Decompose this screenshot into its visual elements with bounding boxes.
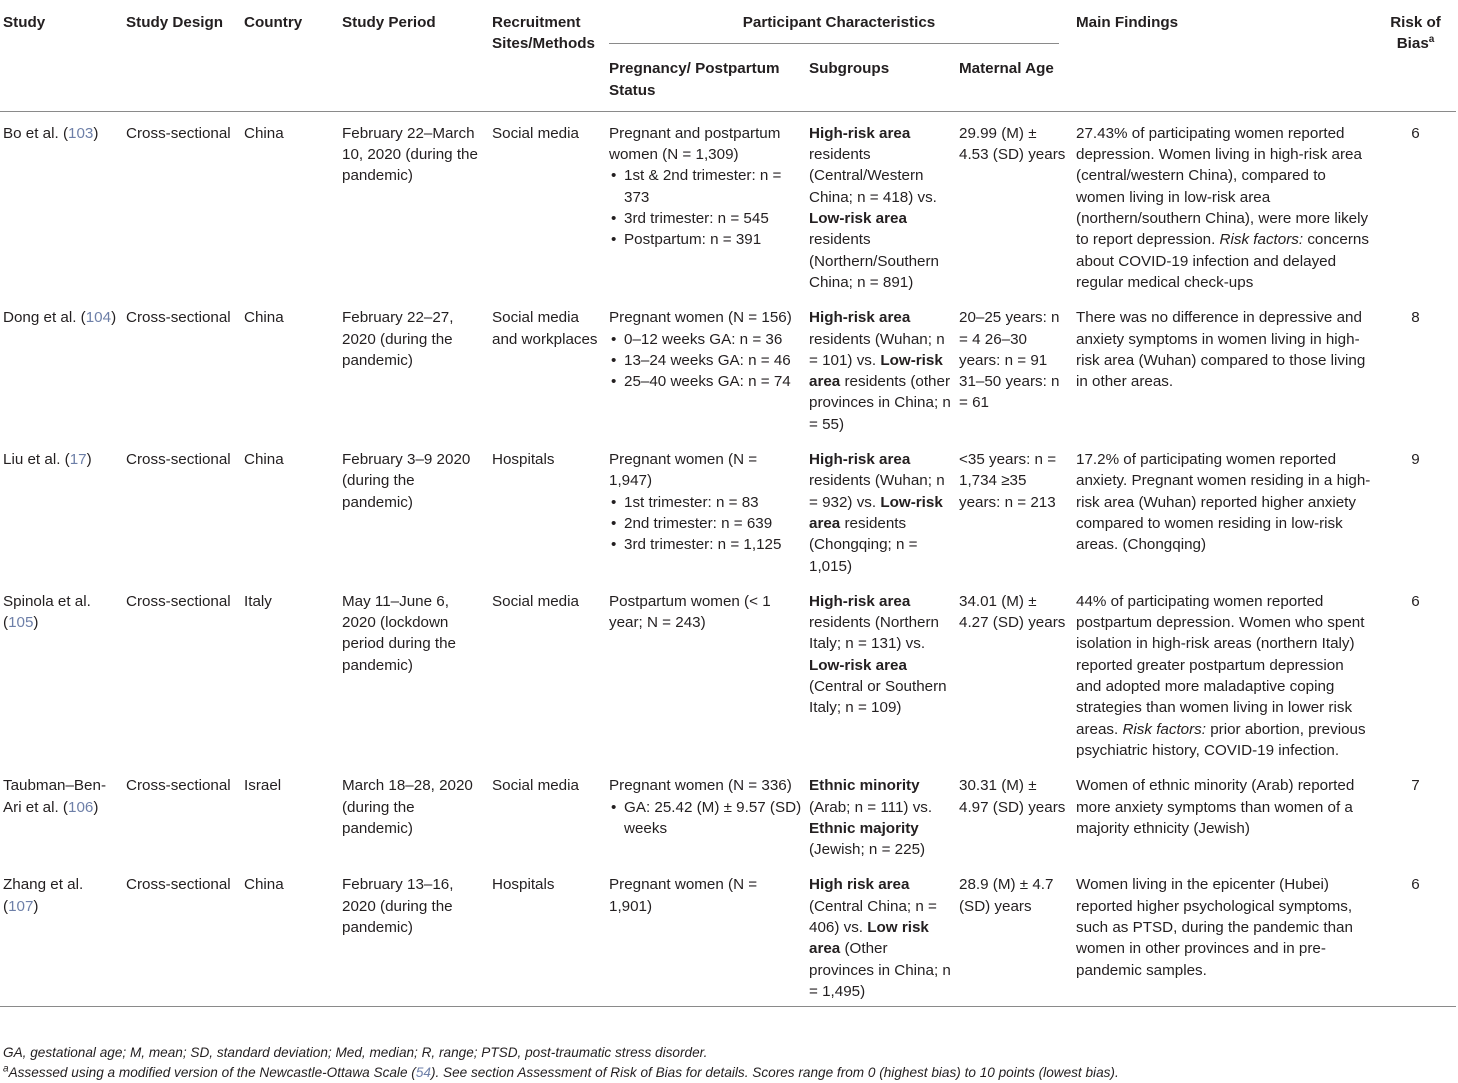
cell-findings xyxy=(1073,111,1376,297)
header-period: Study Period xyxy=(339,0,489,111)
status-list xyxy=(609,797,802,840)
status-item: • GA: 25.42 (M) ± 9.57 (SD) weeks xyxy=(609,797,802,840)
header-participant xyxy=(606,0,1073,50)
study-period: March 18–28, 2020 (during the pandemic) xyxy=(342,777,473,837)
cell-design xyxy=(123,864,241,1006)
footnote-a-ref[interactable]: 54 xyxy=(415,1065,431,1080)
cell-subgroups xyxy=(806,864,956,1006)
cell-status xyxy=(606,111,806,297)
subgroup-b-text: residents (other provinces in China; n = 55) xyxy=(809,373,951,433)
study-period: February 3–9 2020 (during the pandemic) xyxy=(342,451,471,511)
status-item: • 13–24 weeks GA: n = 46 xyxy=(609,350,802,371)
subgroup-a-label: High-risk area xyxy=(809,451,911,469)
subgroup-a-text: residents (Central/Western China; n = 418) vs. xyxy=(809,146,937,206)
status-intro: Pregnant women (N = 336) xyxy=(609,777,792,795)
status-intro: Postpartum women (< 1 year; N = 243) xyxy=(609,592,771,632)
cell-study xyxy=(0,765,123,864)
cell-design xyxy=(123,297,241,439)
subgroup-b-label: Low-risk area xyxy=(809,351,943,391)
study-design: Cross-sectional xyxy=(126,309,231,327)
cell-bias xyxy=(1376,297,1456,439)
study-name-end: ) xyxy=(93,798,99,816)
status-item: • Postpartum: n = 391 xyxy=(609,229,802,250)
findings-risk-label: Risk factors: xyxy=(1122,720,1206,738)
subgroup-b-text: (Central or Southern Italy; n = 109) xyxy=(809,678,947,717)
study-period: February 22–March 10, 2020 (during the pandemic) xyxy=(342,124,478,185)
cell-period xyxy=(339,581,489,765)
footnote-a xyxy=(3,1063,1453,1083)
subgroup-a-label: High-risk area xyxy=(809,309,911,327)
cell-country xyxy=(241,765,339,864)
recruitment-method: Social media xyxy=(492,124,579,142)
table-row xyxy=(0,297,1456,439)
cell-subgroups xyxy=(806,765,956,864)
cell-country xyxy=(241,439,339,581)
cell-recruitment xyxy=(489,765,606,864)
study-name: Spinola et al. ( xyxy=(3,592,91,632)
cell-study xyxy=(0,111,123,297)
status-item: • 1st & 2nd trimester: n = 373 xyxy=(609,165,802,208)
maternal-age: 28.9 (M) ± 4.7 (SD) years xyxy=(959,876,1054,915)
header-country: Country xyxy=(241,0,339,111)
status-list xyxy=(609,165,802,250)
cell-country xyxy=(241,297,339,439)
study-period: February 13–16, 2020 (during the pandemic) xyxy=(342,876,454,936)
table-row xyxy=(0,864,1456,1006)
recruitment-method: Hospitals xyxy=(492,876,555,894)
table-row xyxy=(0,439,1456,581)
recruitment-method: Hospitals xyxy=(492,451,555,469)
cell-status xyxy=(606,864,806,1006)
cell-findings xyxy=(1073,439,1376,581)
cell-design xyxy=(123,765,241,864)
study-name-end: ) xyxy=(86,451,92,469)
cell-bias xyxy=(1376,765,1456,864)
subgroup-a-text: residents (Northern Italy; n = 131) vs. xyxy=(809,614,939,653)
subgroup-a-label: High risk area xyxy=(809,876,910,894)
study-name: Taubman–Ben-Ari et al. ( xyxy=(3,777,107,816)
cell-bias xyxy=(1376,581,1456,765)
status-item: • 0–12 weeks GA: n = 36 xyxy=(609,329,802,350)
recruitment-method: Social media xyxy=(492,777,579,795)
cell-design xyxy=(123,439,241,581)
risk-of-bias-score: 8 xyxy=(1411,309,1420,327)
cell-recruitment xyxy=(489,864,606,1006)
cell-country xyxy=(241,111,339,297)
table-body xyxy=(0,111,1456,1006)
header-age: Maternal Age xyxy=(956,50,1073,111)
header-findings: Main Findings xyxy=(1073,0,1376,111)
study-name-end: ) xyxy=(33,614,39,632)
table-row xyxy=(0,111,1456,297)
study-country: China xyxy=(244,309,284,327)
status-intro: Pregnant women (N = 156) xyxy=(609,309,792,327)
subgroup-b-text: residents (Chongqing; n = 1,015) xyxy=(809,514,918,575)
cell-findings xyxy=(1073,765,1376,864)
status-item: • 25–40 weeks GA: n = 74 xyxy=(609,371,802,392)
subgroup-a-text: (Central China; n = 406) vs. xyxy=(809,897,937,936)
cell-status xyxy=(606,439,806,581)
recruitment-method: Social media and workplaces xyxy=(492,309,598,348)
cell-status xyxy=(606,765,806,864)
cell-subgroups xyxy=(806,581,956,765)
cell-age xyxy=(956,111,1073,297)
maternal-age: <35 years: n = 1,734 ≥35 years: n = 213 xyxy=(959,451,1057,511)
subgroup-b-label: Low-risk area xyxy=(809,656,907,674)
cell-design xyxy=(123,581,241,765)
risk-of-bias-score: 6 xyxy=(1411,592,1420,610)
header-recruitment: Recruitment Sites/Methods xyxy=(489,0,606,111)
footnote-abbrev: GA, gestational age; M, mean; SD, standard deviation; Med, median; R, range; PTSD, post-traumatic stress disorder. xyxy=(3,1045,708,1060)
study-ref[interactable]: 104 xyxy=(85,309,112,327)
study-ref[interactable]: 103 xyxy=(68,124,94,142)
recruitment-method: Social media xyxy=(492,592,579,610)
subgroup-b-text: (Other provinces in China; n = 1,495) xyxy=(809,940,951,1000)
table-row xyxy=(0,581,1456,765)
table-row xyxy=(0,765,1456,864)
cell-age xyxy=(956,581,1073,765)
footnote-a-text-1: Assessed using a modified version of the Newcastle-Ottawa Scale ( xyxy=(8,1065,416,1080)
footnote-a-text-2: ). See section Assessment of Risk of Bias for details. Scores range from 0 (highest bias) to 10 points (lowest bias). xyxy=(430,1065,1119,1080)
cell-study xyxy=(0,439,123,581)
study-ref[interactable]: 106 xyxy=(68,798,94,816)
cell-status xyxy=(606,581,806,765)
cell-design xyxy=(123,111,241,297)
study-period: May 11–June 6, 2020 (lockdown period during the pandemic) xyxy=(342,592,456,674)
header-participant-label: Participant Characteristics xyxy=(742,14,936,31)
study-country: China xyxy=(244,876,284,894)
study-ref[interactable]: 105 xyxy=(8,614,34,632)
footnotes xyxy=(3,1043,1453,1083)
maternal-age: 34.01 (M) ± 4.27 (SD) years xyxy=(959,592,1066,632)
cell-age xyxy=(956,439,1073,581)
maternal-age: 29.99 (M) ± 4.53 (SD) years xyxy=(959,124,1066,164)
cell-period xyxy=(339,765,489,864)
subgroup-a-label: Ethnic minority xyxy=(809,777,920,795)
main-findings: 44% of participating women reported postpartum depression. Women who spent isolation in high-risk areas (northern Italy) reported greater postpartum depression and adopted more maladaptive coping strategies than women living in lower risk areas. xyxy=(1076,592,1365,738)
main-findings: 27.43% of participating women reported depression. Women living in high-risk area (central/western China), compared to women living in low-risk area (northern/southern China), were more likely to report depression. xyxy=(1076,124,1369,249)
cell-findings xyxy=(1073,864,1376,1006)
header-bias-sup: a xyxy=(1428,34,1435,46)
study-design: Cross-sectional xyxy=(126,592,231,610)
main-findings: 17.2% of participating women reported anxiety. Pregnant women residing in a high-risk area (Wuhan) reported higher anxiety compared to women residing in low-risk areas. (Chongqing) xyxy=(1076,451,1371,554)
cell-period xyxy=(339,111,489,297)
study-period: February 22–27, 2020 (during the pandemic) xyxy=(342,309,454,369)
status-intro: Pregnant and postpartum women (N = 1,309) xyxy=(609,124,781,164)
cell-findings xyxy=(1073,581,1376,765)
status-list xyxy=(609,492,802,556)
cell-country xyxy=(241,864,339,1006)
cell-recruitment xyxy=(489,111,606,297)
header-subgroups: Subgroups xyxy=(806,50,956,111)
status-intro: Pregnant women (N = 1,947) xyxy=(609,451,758,490)
subgroup-a-text: (Arab; n = 111) vs. xyxy=(809,798,933,816)
study-name: Zhang et al. ( xyxy=(3,876,84,915)
maternal-age: 30.31 (M) ± 4.97 (SD) years xyxy=(959,777,1066,816)
status-item: • 3rd trimester: n = 1,125 xyxy=(609,534,802,555)
subgroup-b-text: (Jewish; n = 225) xyxy=(809,841,926,859)
subgroup-b-label: Low-risk area xyxy=(809,493,943,532)
subgroup-a-label: High-risk area xyxy=(809,592,911,610)
status-item: • 2nd trimester: n = 639 xyxy=(609,513,802,534)
study-country: China xyxy=(244,124,284,142)
cell-study xyxy=(0,297,123,439)
study-design: Cross-sectional xyxy=(126,876,231,894)
cell-study xyxy=(0,864,123,1006)
status-item: • 3rd trimester: n = 545 xyxy=(609,208,802,229)
findings-risk-factors: prior abortion, previous psychiatric history, COVID-19 infection. xyxy=(1076,720,1366,759)
study-name: Liu et al. ( xyxy=(3,451,70,469)
cell-findings xyxy=(1073,297,1376,439)
risk-of-bias-score: 6 xyxy=(1411,876,1420,894)
study-name: Bo et al. ( xyxy=(3,124,68,142)
cell-age xyxy=(956,765,1073,864)
risk-of-bias-score: 7 xyxy=(1411,777,1420,795)
cell-period xyxy=(339,864,489,1006)
cell-age xyxy=(956,864,1073,1006)
header-bias xyxy=(1376,0,1456,111)
main-findings: Women of ethnic minority (Arab) reported more anxiety symptoms than women of a majority ethnicity (Jewish) xyxy=(1076,777,1355,837)
cell-status xyxy=(606,297,806,439)
study-ref[interactable]: 17 xyxy=(69,451,87,469)
cell-bias xyxy=(1376,864,1456,1006)
subgroup-a-text: residents (Wuhan; n = 932) vs. xyxy=(809,472,945,511)
cell-bias xyxy=(1376,111,1456,297)
risk-of-bias-score: 9 xyxy=(1411,451,1420,469)
subgroup-a-text: residents (Wuhan; n = 101) vs. xyxy=(809,330,945,369)
footnote-a-sup: a xyxy=(3,1063,9,1075)
study-country: Israel xyxy=(244,777,282,795)
cell-recruitment xyxy=(489,439,606,581)
cell-subgroups xyxy=(806,297,956,439)
cell-recruitment xyxy=(489,297,606,439)
study-country: China xyxy=(244,451,284,469)
cell-recruitment xyxy=(489,581,606,765)
status-intro: Pregnant women (N = 1,901) xyxy=(609,876,758,915)
subgroup-a-label: High-risk area xyxy=(809,124,911,142)
cell-age xyxy=(956,297,1073,439)
cell-bias xyxy=(1376,439,1456,581)
study-design: Cross-sectional xyxy=(126,124,231,142)
study-name-end: ) xyxy=(93,124,99,142)
cell-period xyxy=(339,297,489,439)
header-bias-label: Risk of Bias xyxy=(1390,14,1441,53)
study-country: Italy xyxy=(244,592,272,610)
study-ref[interactable]: 107 xyxy=(8,897,34,915)
header-design: Study Design xyxy=(123,0,241,111)
risk-of-bias-score: 6 xyxy=(1411,124,1420,142)
findings-risk-label: Risk factors: xyxy=(1219,231,1304,249)
cell-study xyxy=(0,581,123,765)
subgroup-b-label: Ethnic majority xyxy=(809,819,919,837)
header-rule xyxy=(609,43,1059,44)
cell-subgroups xyxy=(806,111,956,297)
subgroup-b-label: Low-risk area xyxy=(809,210,907,228)
cell-subgroups xyxy=(806,439,956,581)
study-design: Cross-sectional xyxy=(126,451,231,469)
header-study: Study xyxy=(0,0,123,111)
main-findings: There was no difference in depressive and anxiety symptoms in women living in high-risk area (Wuhan) compared to those living in other areas. xyxy=(1076,309,1366,391)
cell-country xyxy=(241,581,339,765)
study-name-end: ) xyxy=(111,309,117,327)
subgroup-b-label: Low risk area xyxy=(809,918,929,958)
study-name-end: ) xyxy=(33,897,39,915)
study-design: Cross-sectional xyxy=(126,777,231,795)
subgroup-b-text: residents (Northern/Southern China; n = 891) xyxy=(809,231,940,291)
status-list xyxy=(609,329,802,393)
study-name: Dong et al. ( xyxy=(3,309,86,327)
findings-risk-factors: concerns about COVID-19 infection and delayed regular medical check-ups xyxy=(1076,231,1369,291)
cell-period xyxy=(339,439,489,581)
main-findings: Women living in the epicenter (Hubei) reported higher psychological symptoms, such as PTSD, during the pandemic than women in other provinces and in pre-pandemic samples. xyxy=(1076,876,1353,979)
header-status: Pregnancy/ Postpartum Status xyxy=(606,50,806,111)
status-item: • 1st trimester: n = 83 xyxy=(609,492,802,513)
maternal-age: 20–25 years: n = 4 26–30 years: n = 91 31–50 years: n = 61 xyxy=(959,309,1060,412)
